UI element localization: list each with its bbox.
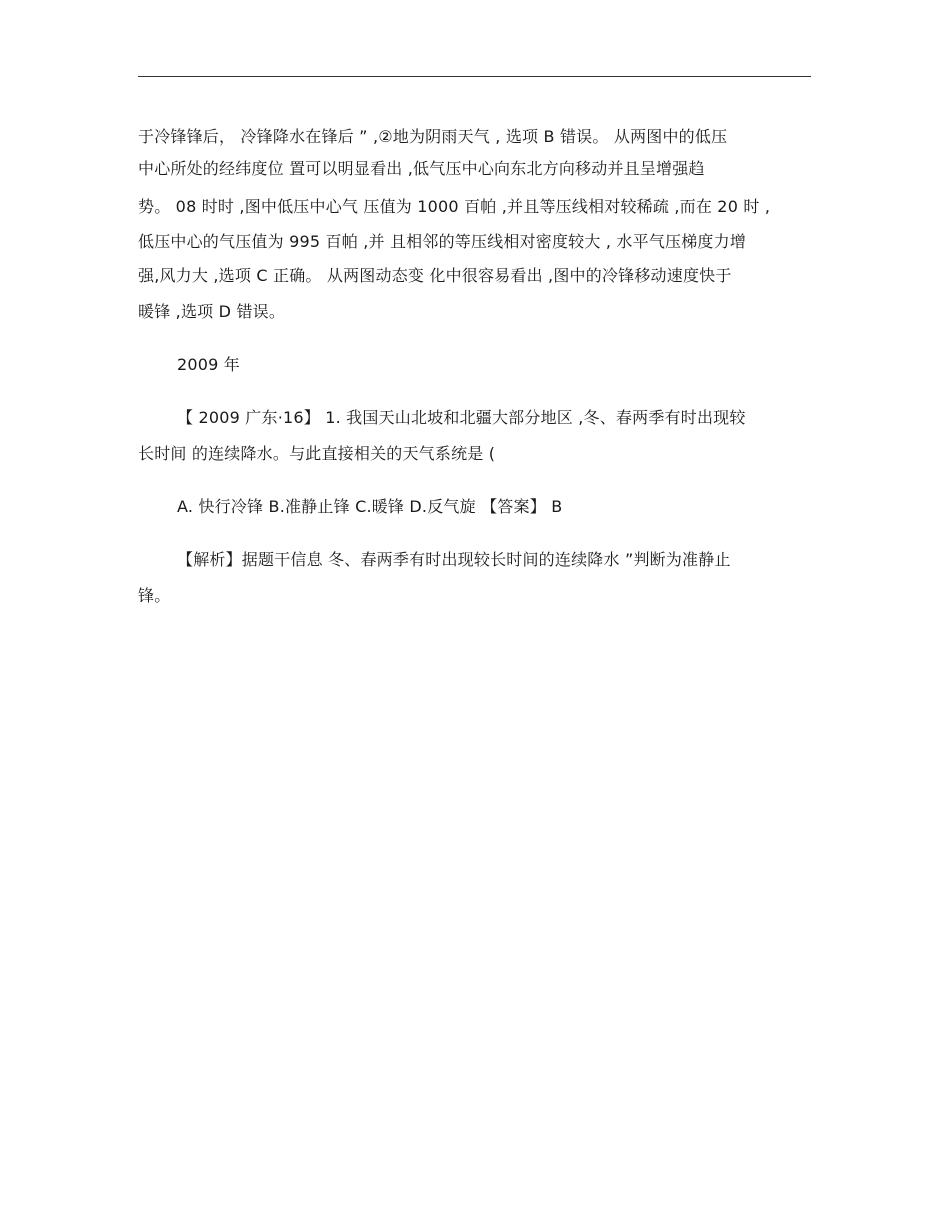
header-rule (138, 76, 811, 77)
text-line: 中心所处的经纬度位 置可以明显看出 ,低气压中心向东北方向移动并且呈增强趋 (138, 159, 705, 178)
question-line: 【 2009 广东·16】 1. 我国天山北坡和北疆大部分地区 ,冬、春两季有时出现较 (177, 408, 746, 427)
text-line: 暖锋 ,选项 D 错误。 (138, 302, 286, 321)
question-line: 长时间 的连续降水。与此直接相关的天气系统是 ( (138, 444, 496, 463)
options-answer: A. 快行冷锋 B.准静止锋 C.暖锋 D.反气旋 【答案】 B (177, 497, 563, 516)
analysis-line: 【解析】据题干信息 冬、春两季有时出现较长时间的连续降水 ”判断为准静止 (177, 550, 731, 569)
text-line: 低压中心的气压值为 995 百帕 ,并 且相邻的等压线相对密度较大 , 水平气压梯度力增 (138, 232, 747, 251)
text-line: 于冷锋锋后， 冷锋降水在锋后 ” ,②地为阴雨天气 , 选项 B 错误。 从两图中的低压 (138, 127, 728, 146)
text-line: 势。 08 时时 ,图中低压中心气 压值为 1000 百帕 ,并且等压线相对较稀疏 ,而在 20 时 , (138, 197, 771, 216)
analysis-line: 锋。 (138, 586, 171, 605)
text-line: 强,风力大 ,选项 C 正确。 从两图动态变 化中很容易看出 ,图中的冷锋移动速度快于 (138, 266, 732, 285)
year-heading: 2009 年 (177, 355, 241, 374)
